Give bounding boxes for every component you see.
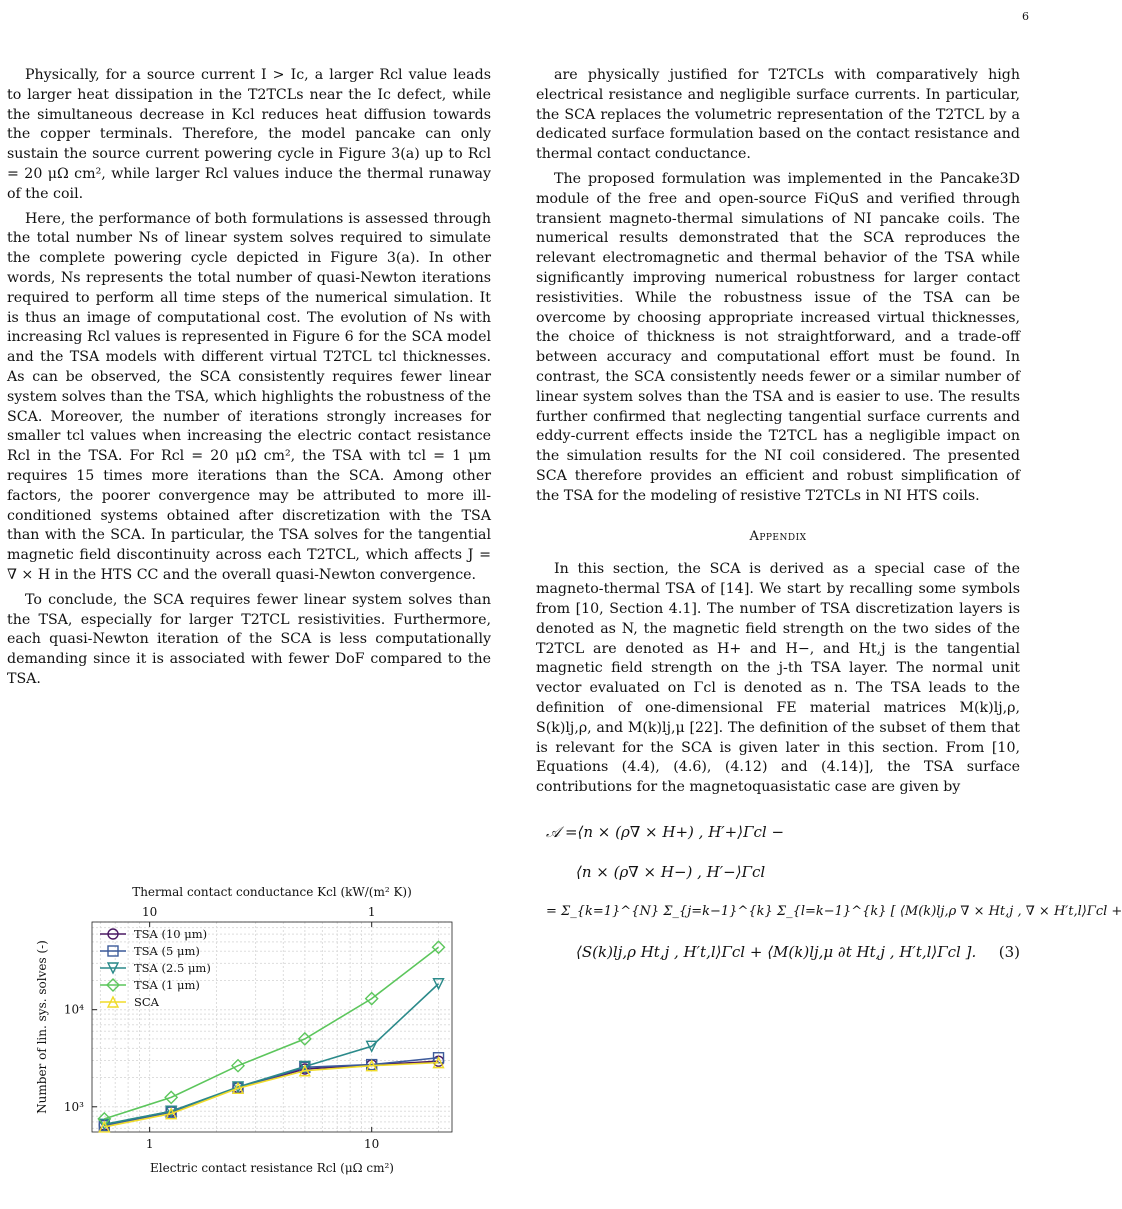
legend-label: TSA (10 μm) (134, 927, 208, 941)
x-axis-label: Electric contact resistance Rcl (μΩ cm²) (150, 1161, 394, 1175)
equation-3 (536, 812, 1122, 972)
legend-label: TSA (2.5 μm) (134, 961, 211, 975)
equation-number: (3) (998, 942, 1020, 961)
right-column (536, 66, 1122, 972)
paragraph: are physically justified for T2TCLs with comparatively high electrical resistance and negligible surface currents. In particular, the SCA replaces the volumetric representation of the T2TCL by a dedicated surface formulation based on the contact resistance and thermal contact conductance. (536, 67, 1020, 163)
paragraph: Here, the performance of both formulations is assessed through the total number Ns of linear system solves required to simulate the complete powering cycle depicted in Figure 3(a). In other words, Ns represents the total number of quasi-Newton iterations required to perform all time steps of the numerical simulation. It is thus an image of computational cost. The evolution of Ns with increasing Rcl values is represented in Figure 6 for the SCA model and the TSA models with different virtual T2TCL tcl thicknesses. As can be observed, the SCA consistently requires fewer linear system solves than the TSA, which highlights the robustness of the SCA. Moreover, the number of iterations strongly increases for smaller tcl values when increasing the electric contact resistance Rcl in the TSA. For Rcl = 20 μΩ cm², the TSA with tcl = 1 μm requires 15 times more iterations than the SCA. Among other factors, the poorer convergence may be attributed to more ill-conditioned systems obtained after discretization with the TSA than with the SCA. In particular, the TSA solves for the tangential magnetic field discontinuity across each T2TCL, which affects J = ∇ × H in the HTS CC and the overall quasi-Newton convergence. (7, 210, 491, 583)
y-tick-label: 10⁴ (63, 1002, 84, 1017)
paragraph: To conclude, the SCA requires fewer linear system solves than the TSA, especially for larger T2TCL resistivities. Furthermore, each quasi-Newton iteration of the SCA is less computationally demanding since it is associated with fewer DoF compared to the TSA. (7, 591, 491, 687)
legend-label: TSA (5 μm) (134, 944, 200, 958)
equation-line: 𝒜 =⟨n × (ρ∇ × H+) , H′+⟩Γcl − (546, 822, 785, 841)
paragraph: Physically, for a source current I > Ic, a larger Rcl value leads to larger heat dissipation in the T2TCLs near the Ic defect, while the simultaneous decrease in Kcl reduces heat diffusion towards the copper terminals. Therefore, the model pancake can only sustain the source current powering cycle in Figure 3(a) up to Rcl = 20 μΩ cm², while larger Rcl values induce the thermal runaway of the coil. (7, 67, 491, 202)
left-column (7, 66, 491, 695)
legend-label: TSA (1 μm) (134, 978, 200, 992)
equation-line: ⟨S(k)lj,ρ Ht,j , H′t,l⟩Γcl + ⟨M(k)lj,μ ∂t Ht,j , H′t,l⟩Γcl ]. (576, 942, 977, 961)
series-line (104, 1058, 438, 1126)
appendix-heading: Appendix (749, 528, 807, 544)
series-line (104, 1063, 438, 1127)
y-tick-label: 10³ (63, 1099, 84, 1114)
equation-line: ⟨n × (ρ∇ × H−) , H′−⟩Γcl (576, 862, 766, 881)
top-tick-label: 1 (367, 905, 376, 919)
top-axis-label: Thermal contact conductance Kcl (kW/(m² K)) (132, 885, 412, 899)
figure-6-chart (30, 880, 470, 1190)
page-number: 6 (1022, 10, 1029, 23)
paragraph: In this section, the SCA is derived as a special case of the magneto-thermal TSA of [14]. We start by recalling some symbols from [10, Section 4.1]. The number of TSA discretization layers is denoted as N, the magnetic field strength on the two sides of the T2TCL are denoted as H+ and H−, and Ht,j is the tangential magnetic field strength on the j-th TSA layer. The normal unit vector evaluated on Γcl is denoted as n. The TSA leads to the definition of one-dimensional FE material matrices M(k)lj,ρ, S(k)lj,ρ, and M(k)lj,μ [22]. The definition of the subset of them that is relevant for the SCA is given later in this section. From [10, Equations (4.4), (4.6), (4.12) and (4.14)], the TSA surface contributions for the magnetoquasistatic case are given by (536, 561, 1020, 796)
legend-label: SCA (134, 995, 159, 1009)
y-axis-label: Number of lin. sys. solves (-) (35, 940, 49, 1114)
top-tick-label: 10 (142, 905, 158, 919)
equation-line: = Σ_{k=1}^{N} Σ_{j=k−1}^{k} Σ_{l=k−1}^{k} [ ⟨M(k)lj,ρ ∇ × Ht,j , ∇ × H′t,l⟩Γcl + (546, 903, 1122, 919)
x-tick-label: 10 (364, 1137, 380, 1151)
paragraph: The proposed formulation was implemented in the Pancake3D module of the free and open-source FiQuS and verified through transient magneto-thermal simulations of NI pancake coils. The numerical results demonstrated that the SCA reproduces the relevant electromagnetic and thermal behavior of the TSA while significantly improving numerical robustness for larger contact resistivities. While the robustness issue of the TSA can be overcome by choosing appropriate increased virtual thicknesses, the choice of thickness is not straightforward, and a trade-off between accuracy and computational effort must be found. In contrast, the SCA consistently needs fewer or a similar number of linear system solves than the TSA and is easier to use. The results further confirmed that neglecting tangential surface currents and eddy-current effects inside the T2TCL has a negligible impact on the simulation results for the NI coil considered. The presented SCA therefore provides an efficient and robust simplification of the TSA for the modeling of resistive T2TCLs in NI HTS coils. (536, 170, 1020, 504)
x-tick-label: 1 (145, 1137, 154, 1151)
